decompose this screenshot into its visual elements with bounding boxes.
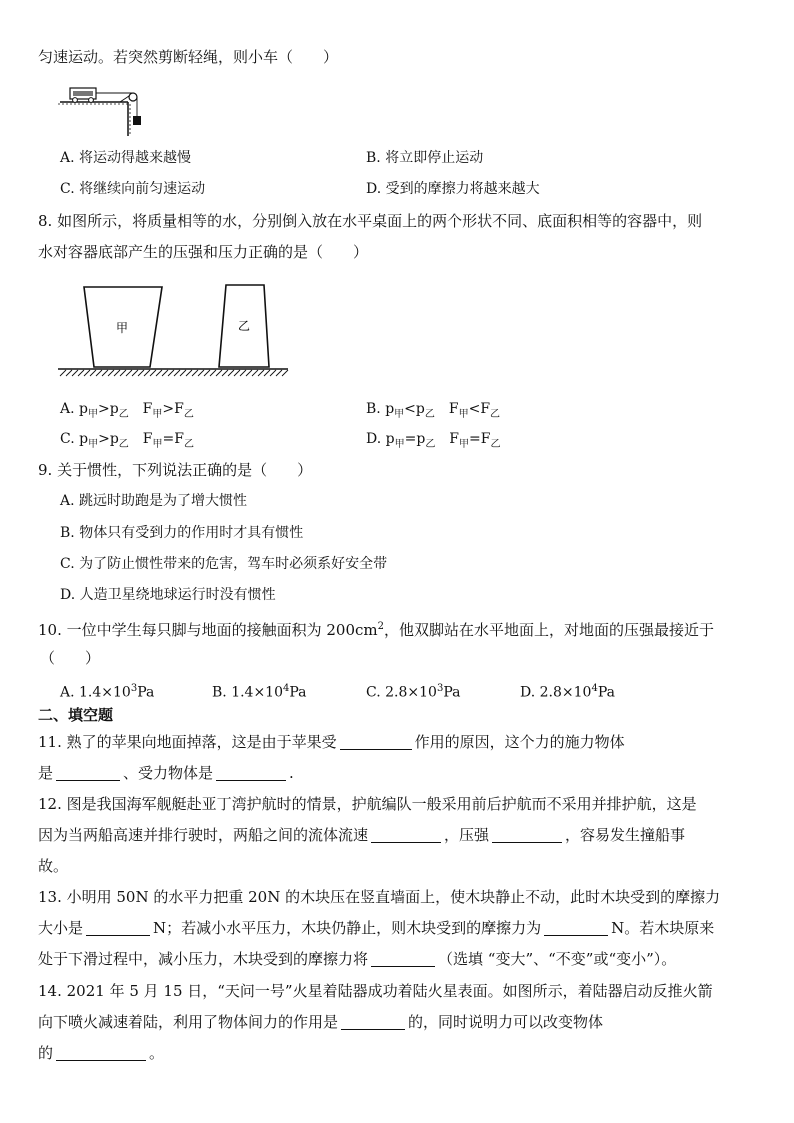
q11-text: . bbox=[289, 764, 294, 782]
q14-line1: 14. 2021 年 5 月 15 日，“天问一号”火星着陆器成功着陆火星表面。如图所示，着陆器启动反推火箭 bbox=[38, 982, 713, 1000]
q12-text: ，容易发生撞船事 bbox=[565, 826, 686, 844]
q11-text: 、受力物体是 bbox=[123, 764, 214, 782]
q14-text: 的 bbox=[38, 1044, 54, 1062]
symbol-f: F bbox=[435, 431, 460, 447]
q13-text: （选填 “变大”、“不变”或“变小”）。 bbox=[438, 950, 677, 968]
q8-stem-line2: 水对容器底部产生的压强和压力正确的是（ ） bbox=[38, 243, 369, 261]
q7-cart-pulley-figure bbox=[58, 82, 158, 137]
subscript: 甲 bbox=[88, 438, 99, 450]
subscript: 乙 bbox=[118, 408, 129, 420]
q11-blank-2[interactable] bbox=[56, 764, 120, 781]
option-unit: Pa bbox=[443, 684, 461, 701]
option-unit: Pa bbox=[597, 684, 615, 701]
subscript: 甲 bbox=[152, 408, 163, 420]
q13-line1: 13. 小明用 50N 的水平力把重 20N 的木块压在竖直墙面上，使木块静止不动，此时木块受到的摩擦力 bbox=[38, 888, 721, 906]
subscript: 甲 bbox=[87, 408, 98, 420]
q11-text: 是 bbox=[38, 764, 54, 782]
q8-option-d[interactable] bbox=[366, 429, 500, 455]
q14-blank-1[interactable] bbox=[341, 1013, 405, 1030]
q8-stem-line1: 8. 如图所示，将质量相等的水，分别倒入放在水平桌面上的两个形状不同、底面积相等的容器中，则 bbox=[38, 212, 703, 230]
q10-unit-exponent: 2 bbox=[377, 621, 385, 632]
q7-stem: 匀速运动。若突然剪断轻绳，则小车（ ） bbox=[38, 48, 339, 66]
q8-option-c[interactable] bbox=[60, 429, 194, 455]
option-exponent: 4 bbox=[591, 683, 598, 694]
q12-line1: 12. 图是我国海军舰艇赴亚丁湾护航时的情景，护航编队一般采用前后护航而不采用并排护航，这是 bbox=[38, 795, 697, 813]
q8-option-a[interactable] bbox=[60, 399, 194, 425]
subscript: 乙 bbox=[118, 438, 129, 450]
q13-text: 处于下滑过程中，减小压力，木块受到的摩擦力将 bbox=[38, 950, 369, 968]
q13-blank-2[interactable] bbox=[544, 919, 608, 936]
q12-text: ，压强 bbox=[444, 826, 490, 844]
option-base: B. 1.4×10 bbox=[212, 684, 283, 701]
q9-option-b[interactable]: B. 物体只有受到力的作用时才具有惯性 bbox=[60, 525, 304, 541]
q9-option-c[interactable]: C. 为了防止惯性带来的危害，驾车时必须系好安全带 bbox=[60, 556, 388, 572]
q13-line2 bbox=[38, 918, 714, 938]
q12-blank-1[interactable] bbox=[371, 826, 441, 843]
symbol-f: F bbox=[128, 401, 153, 417]
option-letter: B. bbox=[366, 401, 386, 417]
q14-line2 bbox=[38, 1012, 603, 1032]
q12-blank-2[interactable] bbox=[492, 826, 562, 843]
q13-text: N；若减小水平压力，木块仍静止，则木块受到的摩擦力为 bbox=[153, 919, 542, 937]
subscript: 乙 bbox=[424, 408, 435, 420]
symbol-f: F bbox=[434, 401, 459, 417]
option-unit: Pa bbox=[289, 684, 307, 701]
option-base: A. 1.4×10 bbox=[60, 684, 131, 701]
relation: =F bbox=[162, 431, 184, 447]
option-letter: D. bbox=[366, 431, 386, 447]
subscript: 甲 bbox=[459, 438, 470, 450]
q11-text: 11. 熟了的苹果向地面掉落，这是由于苹果受 bbox=[38, 733, 337, 751]
subscript: 甲 bbox=[458, 408, 469, 420]
q11-line1 bbox=[38, 732, 625, 752]
q10-option-b[interactable] bbox=[212, 679, 307, 703]
q13-blank-3[interactable] bbox=[371, 950, 435, 967]
symbol-p: p bbox=[79, 401, 88, 417]
container-right-label: 乙 bbox=[237, 319, 251, 333]
q10-option-c[interactable] bbox=[366, 679, 460, 703]
symbol-p: p bbox=[79, 431, 89, 447]
q10-stem-line1 bbox=[38, 617, 714, 640]
q14-blank-2[interactable] bbox=[56, 1044, 146, 1061]
container-left-label: 甲 bbox=[115, 321, 129, 335]
q10-stem-line2: （ ） bbox=[40, 649, 101, 667]
q11-line2 bbox=[38, 763, 294, 783]
relation: >F bbox=[162, 401, 184, 417]
q9-option-d[interactable]: D. 人造卫星绕地球运行时没有惯性 bbox=[60, 587, 276, 603]
subscript: 乙 bbox=[490, 438, 501, 450]
option-exponent: 3 bbox=[436, 683, 444, 694]
q8-containers-figure bbox=[56, 283, 291, 381]
q8-option-b[interactable] bbox=[366, 399, 500, 425]
relation: =p bbox=[404, 431, 426, 447]
q11-blank-1[interactable] bbox=[340, 733, 412, 750]
q12-line3: 故。 bbox=[38, 857, 69, 875]
option-letter: A. bbox=[60, 401, 80, 417]
q14-line3 bbox=[38, 1043, 164, 1063]
subscript: 乙 bbox=[490, 408, 501, 420]
q13-text: 大小是 bbox=[38, 919, 84, 937]
q7-option-d[interactable]: D. 受到的摩擦力将越来越大 bbox=[366, 181, 540, 197]
q7-option-c[interactable]: C. 将继续向前匀速运动 bbox=[60, 181, 206, 197]
q9-stem: 9. 关于惯性，下列说法正确的是（ ） bbox=[38, 461, 313, 479]
option-letter: C. bbox=[60, 431, 80, 447]
q11-blank-3[interactable] bbox=[216, 764, 286, 781]
relation: <F bbox=[468, 401, 491, 417]
q10-option-a[interactable] bbox=[60, 679, 154, 703]
option-base: D. 2.8×10 bbox=[520, 684, 592, 701]
relation: =F bbox=[469, 431, 491, 447]
q10-text-b: ，他双脚站在水平地面上，对地面的压强最接近于 bbox=[384, 621, 715, 639]
relation: <p bbox=[404, 401, 425, 417]
subscript: 乙 bbox=[183, 438, 194, 450]
q7-option-a[interactable]: A. 将运动得越来越慢 bbox=[60, 150, 192, 166]
option-exponent: 4 bbox=[283, 683, 290, 694]
symbol-p: p bbox=[385, 431, 395, 447]
subscript: 甲 bbox=[394, 408, 405, 420]
q12-line2 bbox=[38, 825, 685, 845]
q11-text: 作用的原因，这个力的施力物体 bbox=[414, 733, 625, 751]
symbol-f: F bbox=[128, 431, 153, 447]
symbol-p: p bbox=[385, 401, 395, 417]
q12-text: 因为当两船高速并排行驶时，两船之间的流体流速 bbox=[38, 826, 369, 844]
q10-text-a: 10. 一位中学生每只脚与地面的接触面积为 200cm bbox=[38, 621, 378, 639]
section-title: 二、填空题 bbox=[38, 706, 114, 724]
q7-option-b[interactable]: B. 将立即停止运动 bbox=[366, 150, 484, 166]
q13-blank-1[interactable] bbox=[86, 919, 150, 936]
subscript: 甲 bbox=[152, 438, 163, 450]
q14-text: 的，同时说明力可以改变物体 bbox=[408, 1013, 604, 1031]
option-exponent: 3 bbox=[130, 683, 138, 694]
q14-text: 向下喷火减速着陆，利用了物体间力的作用是 bbox=[38, 1013, 339, 1031]
q10-option-d[interactable] bbox=[520, 679, 615, 703]
relation: >p bbox=[98, 431, 119, 447]
subscript: 乙 bbox=[183, 408, 194, 420]
subscript: 乙 bbox=[425, 438, 436, 450]
subscript: 甲 bbox=[394, 438, 405, 450]
option-base: C. 2.8×10 bbox=[366, 684, 437, 701]
q13-text: N。若木块原来 bbox=[611, 919, 715, 937]
q13-line3 bbox=[38, 949, 676, 969]
q14-text: 。 bbox=[149, 1044, 165, 1062]
q9-option-a[interactable]: A. 跳远时助跑是为了增大惯性 bbox=[60, 493, 248, 509]
option-unit: Pa bbox=[137, 684, 155, 701]
relation: >p bbox=[97, 401, 119, 417]
